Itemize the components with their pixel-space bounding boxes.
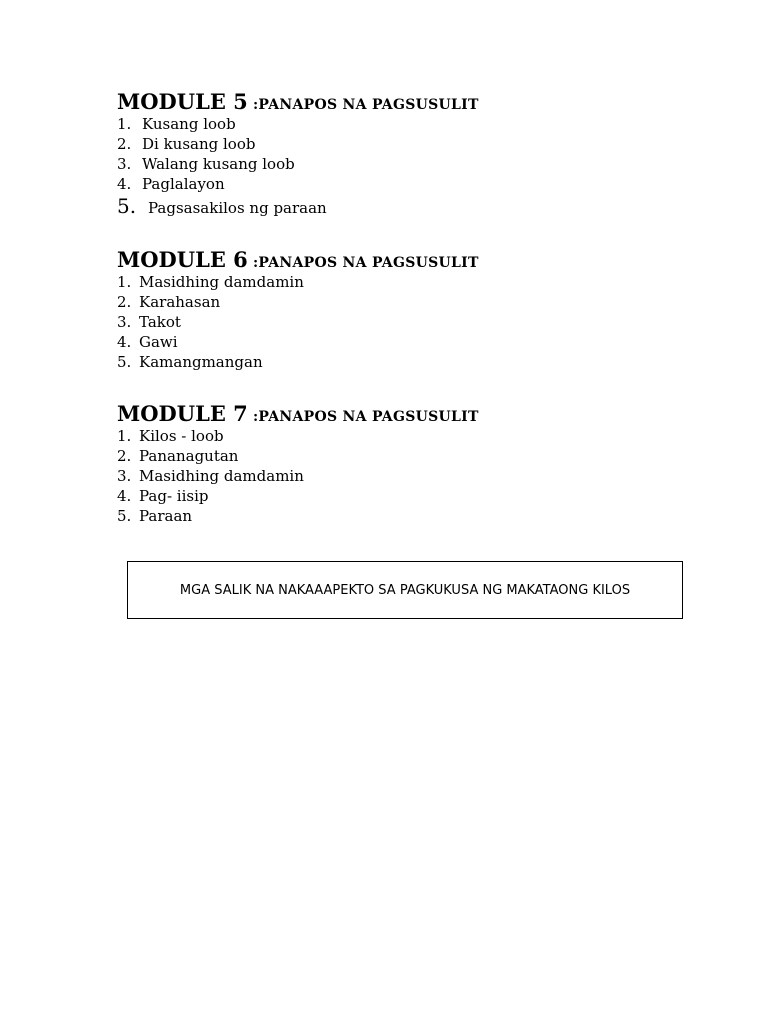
list-item [117,114,677,134]
module-6-answer-list [117,272,677,372]
item-text: Takot [139,313,181,331]
item-text: Pananagutan [139,447,239,465]
module-5-answer-list [117,114,677,219]
list-item [117,446,677,466]
list-item [117,154,677,174]
list-item [117,352,677,372]
topic-title: MGA SALIK NA NAKAAAPEKTO SA PAGKUKUSA NG MAKATAONG KILOS [179,582,631,598]
item-number: 3. [117,313,132,331]
item-number: 4. [117,487,132,505]
module-7-subtitle: :PANAPOS NA PAGSUSULIT [247,409,479,425]
item-number: 4. [117,175,132,193]
item-number: 5. [117,194,137,218]
item-number: 1. [117,115,132,133]
module-6-title: MODULE 6 [117,247,248,272]
list-item [117,466,677,486]
item-text: Kamangmangan [139,353,263,371]
list-item [117,272,677,292]
module-5-section [117,88,677,219]
list-item [117,486,677,506]
item-text: Paglalayon [142,175,225,193]
item-text: Kilos - loob [139,427,224,445]
item-number: 2. [117,135,132,153]
list-item [117,506,677,526]
list-item [117,426,677,446]
module-6-subtitle: :PANAPOS NA PAGSUSULIT [247,255,479,271]
item-number: 1. [117,427,132,445]
module-6-section [117,246,677,372]
item-text: Gawi [139,333,178,351]
item-text: Karahasan [139,293,221,311]
list-item [117,134,677,154]
item-number: 3. [117,467,132,485]
item-text: Masidhing damdamin [139,467,304,485]
item-text: Kusang loob [142,115,236,133]
module-6-heading [117,246,677,272]
list-item [117,174,677,194]
item-text: Di kusang loob [142,135,256,153]
list-item [117,312,677,332]
item-number: 1. [117,273,132,291]
topic-title-box [127,561,683,619]
module-5-title: MODULE 5 [117,89,248,114]
item-number: 5. [117,353,132,371]
list-item [117,292,677,312]
item-number: 5. [117,507,132,525]
item-text: Walang kusang loob [142,155,295,173]
module-7-heading [117,400,677,426]
item-number: 2. [117,447,132,465]
item-text: Pag- iisip [139,487,209,505]
module-7-section [117,400,677,526]
module-5-subtitle: :PANAPOS NA PAGSUSULIT [247,97,479,113]
item-text: Masidhing damdamin [139,273,304,291]
item-number: 3. [117,155,132,173]
item-number: 2. [117,293,132,311]
item-number: 4. [117,333,132,351]
module-7-answer-list [117,426,677,526]
item-text: Paraan [139,507,193,525]
module-5-heading [117,88,677,114]
list-item [117,332,677,352]
item-text: Pagsasakilos ng paraan [148,199,327,217]
module-7-title: MODULE 7 [117,401,248,426]
list-item [117,194,677,219]
